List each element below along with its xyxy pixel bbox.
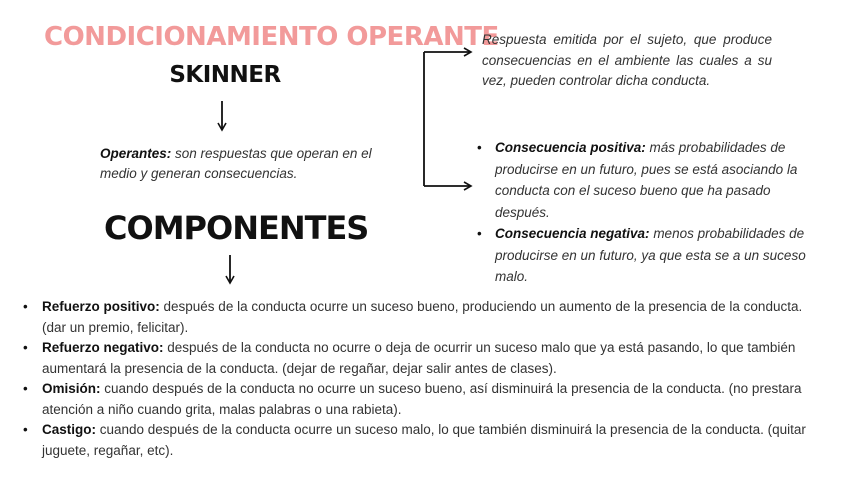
operantes-text: son respuestas que operan en el medio y generan consecuencias. xyxy=(100,146,372,181)
consecuencia-positiva-term: Consecuencia positiva: xyxy=(495,140,646,155)
refuerzo-negativo-term: Refuerzo negativo: xyxy=(42,340,164,355)
refuerzo-negativo-text: después de la conducta no ocurre o deja de ocurrir un suceso malo que ya está pasando, lo que también aumentará la presencia de la conducta. (dejar de regañar, dejar salir antes de clases). xyxy=(42,340,796,376)
page-title: CONDICIONAMIENTO OPERANTE xyxy=(44,22,499,52)
castigo-text: cuando después de la conducta ocurre un suceso malo, lo que también disminuirá la presencia de la conducta. (quitar juguete, regañar, etc). xyxy=(42,422,806,458)
consecuencia-negativa-text: menos probabilidades de producirse en un futuro, ya que esta se a un suceso malo. xyxy=(495,226,806,284)
consecuencias-list xyxy=(476,137,826,288)
operantes-term: Operantes: xyxy=(100,146,172,161)
refuerzo-positivo-text: después de la conducta ocurre un suceso bueno, produciendo un aumento de la presencia de la conducta.(dar un premio, felicitar). xyxy=(42,299,803,335)
respuesta-description: Respuesta emitida por el sujeto, que produce consecuencias en el ambiente las cuales a su vez, pueden controlar dicha conducta. xyxy=(482,32,772,88)
componentes-list xyxy=(22,297,822,461)
omision-term: Omisión: xyxy=(42,381,101,396)
list-item xyxy=(22,379,822,420)
list-item xyxy=(476,223,826,288)
castigo-term: Castigo: xyxy=(42,422,96,437)
consecuencia-negativa-term: Consecuencia negativa: xyxy=(495,226,650,241)
subtitle-skinner: SKINNER xyxy=(169,62,281,88)
omision-text: cuando después de la conducta no ocurre un suceso bueno, así disminuirá la presencia de la conducta. (no prestara atención a niño cuando grita, malas palabras o una rabieta). xyxy=(42,381,802,417)
componentes-heading: COMPONENTES xyxy=(104,209,369,247)
list-item xyxy=(22,420,822,461)
list-item xyxy=(22,297,822,338)
list-item xyxy=(22,338,822,379)
refuerzo-positivo-term: Refuerzo positivo: xyxy=(42,299,160,314)
list-item xyxy=(476,137,826,223)
consecuencia-positiva-text: más probabilidades de producirse en un futuro, pues se está asociando la conducta con el suceso bueno que ha pasado después. xyxy=(495,140,798,220)
operantes-definition xyxy=(100,144,400,184)
